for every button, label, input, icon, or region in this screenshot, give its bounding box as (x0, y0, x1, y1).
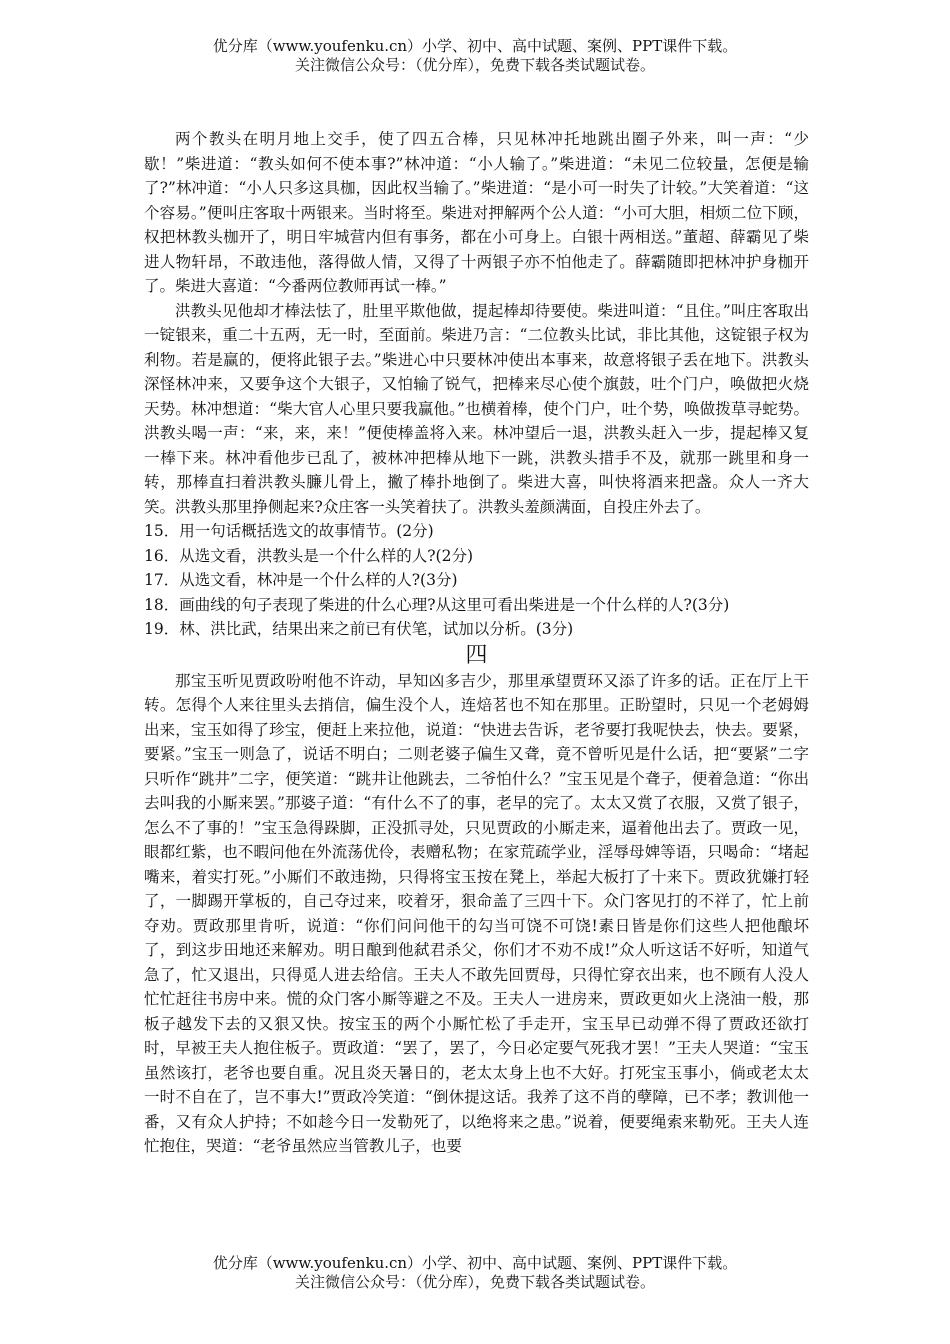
question-19: 19．林、洪比武，结果出来之前已有伏笔，试加以分析。(3分) (144, 620, 574, 638)
document-body (144, 127, 809, 1159)
question-15: 15．用一句话概括选文的故事情节。(2分) (144, 522, 434, 540)
question-18: 18．画曲线的句子表现了柴进的什么心理?从这里可看出柴进是一个什么样的人?(3分) (144, 595, 730, 614)
passage-paragraph-1: 两个教头在明月地上交手，使了四五合棒，只见林冲托地跳出圈子外来，叫一声：“少歇！”柴进道：“教头如何不使本事?”林冲道：“小人输了。”柴进道：“未见二位较量，怎便是输了?”林冲道：“小人只多这具枷，因此权当输了。”柴进道：“是小可一时失了计较。”大笑着道：“这个容易。”便叫庄客取十两银来。当时将至。柴进对押解两个公人道：“小可大胆，相烦二位下顾，权把林教头枷开了，明日牢城营内但有事务，都在小可身上。白银十两相送。”董超、薛霸见了柴进人物轩昂，不敢违他，落得做人情，又得了十两银子亦不怕他走了。薛霸随即把林冲护身枷开了。柴进大喜道：“今番两位教师再试一棒。” (144, 130, 809, 295)
question-17: 17．从选文看，林冲是一个什么样的人?(3分) (144, 571, 458, 589)
page-header (0, 37, 950, 75)
footer-line-2: 关注微信公众号：（优分库），免费下载各类试题试卷。 (294, 1273, 655, 1291)
question-16: 16．从选文看，洪教头是一个什么样的人?(2分) (144, 546, 473, 565)
header-line-1: 优分库（www.youfenku.cn）小学、初中、高中试题、案例、PPT课件下载。 (212, 37, 738, 55)
header-line-2: 关注微信公众号：（优分库），免费下载各类试题试卷。 (294, 56, 655, 74)
passage-paragraph-2: 洪教头见他却才棒法怯了，肚里平欺他做，提起棒却待要使。柴进叫道：“且住。”叫庄客取出一锭银来，重二十五两，无一时，至面前。柴进乃言：“二位教头比试，非比其他，这锭银子权为利物。若是赢的，便将此银子去。”柴进心中只要林冲使出本事来，故意将银子丢在地下。洪教头深怪林冲来，又要争这个大银子，又怕输了锐气，把棒来尽心使个旗鼓，吐个门户，唤做把火烧天势。林冲想道：“柴大官人心里只要我赢他。”也横着棒，使个门户，吐个势，唤做拨草寻蛇势。洪教头喝一声：“来，来，来！”便使棒盖将入来。林冲望后一退，洪教头赶入一步，提起棒又复一棒下来。林冲看他步已乱了，被林冲把棒从地下一跳，洪教头措手不及，就那一跳里和身一转，那棒直扫着洪教头臁儿骨上，撇了棒扑地倒了。柴进大喜，叫快将酒来把盏。众人一齐大笑。洪教头那里挣侧起来?众庄客一头笑着扶了。洪教头羞颜满面，自投庄外去了。 (144, 301, 809, 516)
page-footer (0, 1254, 950, 1292)
section-title: 四 (465, 642, 488, 668)
passage-paragraph-3: 那宝玉听见贾政吩咐他不许动，早知凶多吉少，那里承望贾环又添了许多的话。正在厅上干转。怎得个人来往里头去捎信，偏生没个人，连焙茗也不知在那里。正盼望时，只见一个老姆姆出来，宝玉如得了珍宝，便赶上来拉他，说道：“快进去告诉，老爷要打我呢快去，快去。要紧，要紧。”宝玉一则急了，说话不明白；二则老婆子偏生又聋，竟不曾听见是什么话，把“要紧”二字只听作“跳井”二字，便笑道：“跳井让他跳去，二爷怕什么？”宝玉见是个聋子，便着急道：“你出去叫我的小厮来罢。”那婆子道：“有什么不了的事，老早的完了。太太又赏了衣服，又赏了银子，怎么不了事的！”宝玉急得跺脚，正没抓寻处，只见贾政的小厮走来，逼着他出去了。贾政一见，眼都红紫，也不暇问他在外流荡优伶，表赠私物；在家荒疏学业，淫辱母婢等语，只喝命：“堵起嘴来，着实打死。”小厮们不敢违拗，只得将宝玉按在凳上，举起大板打了十来下。贾政犹嫌打轻了，一脚踢开掌板的，自己夺过来，咬着牙，狠命盖了三四十下。众门客见打的不祥了，忙上前夺劝。贾政那里肯听，说道：“你们问问他干的勾当可饶不可饶!素日皆是你们这些人把他酿坏了，到这步田地还来解劝。明日酿到他弑君杀父，你们才不劝不成!”众人听这话不好听，知道气急了，忙又退出，只得觅人进去给信。王夫人不敢先回贾母，只得忙穿衣出来，也不顾有人没人忙忙赶往书房中来。慌的众门客小厮等避之不及。王夫人一进房来，贾政更如火上浇油一般，那板子越发下去的又狠又快。按宝玉的两个小厮忙松了手走开，宝玉早已动弹不得了贾政还欲打时，早被王夫人抱住板子。贾政道：“罢了，罢了，今日必定要气死我才罢！”王夫人哭道：“宝玉虽然该打，老爷也要自重。况且炎天暑日的，老太太身上也不大好。打死宝玉事小，倘或老太太一时不自在了，岂不事大!”贾政冷笑道：“倒休提这话。我养了这不肖的孽障，已不孝；教训他一番，又有众人护持；不如趁今日一发勒死了，以绝将来之患。”说着，便要绳索来勒死。王夫人连忙抱住，哭道：“老爷虽然应当管教儿子，也要 (144, 671, 809, 1155)
footer-line-1: 优分库（www.youfenku.cn）小学、初中、高中试题、案例、PPT课件下载。 (212, 1254, 738, 1272)
